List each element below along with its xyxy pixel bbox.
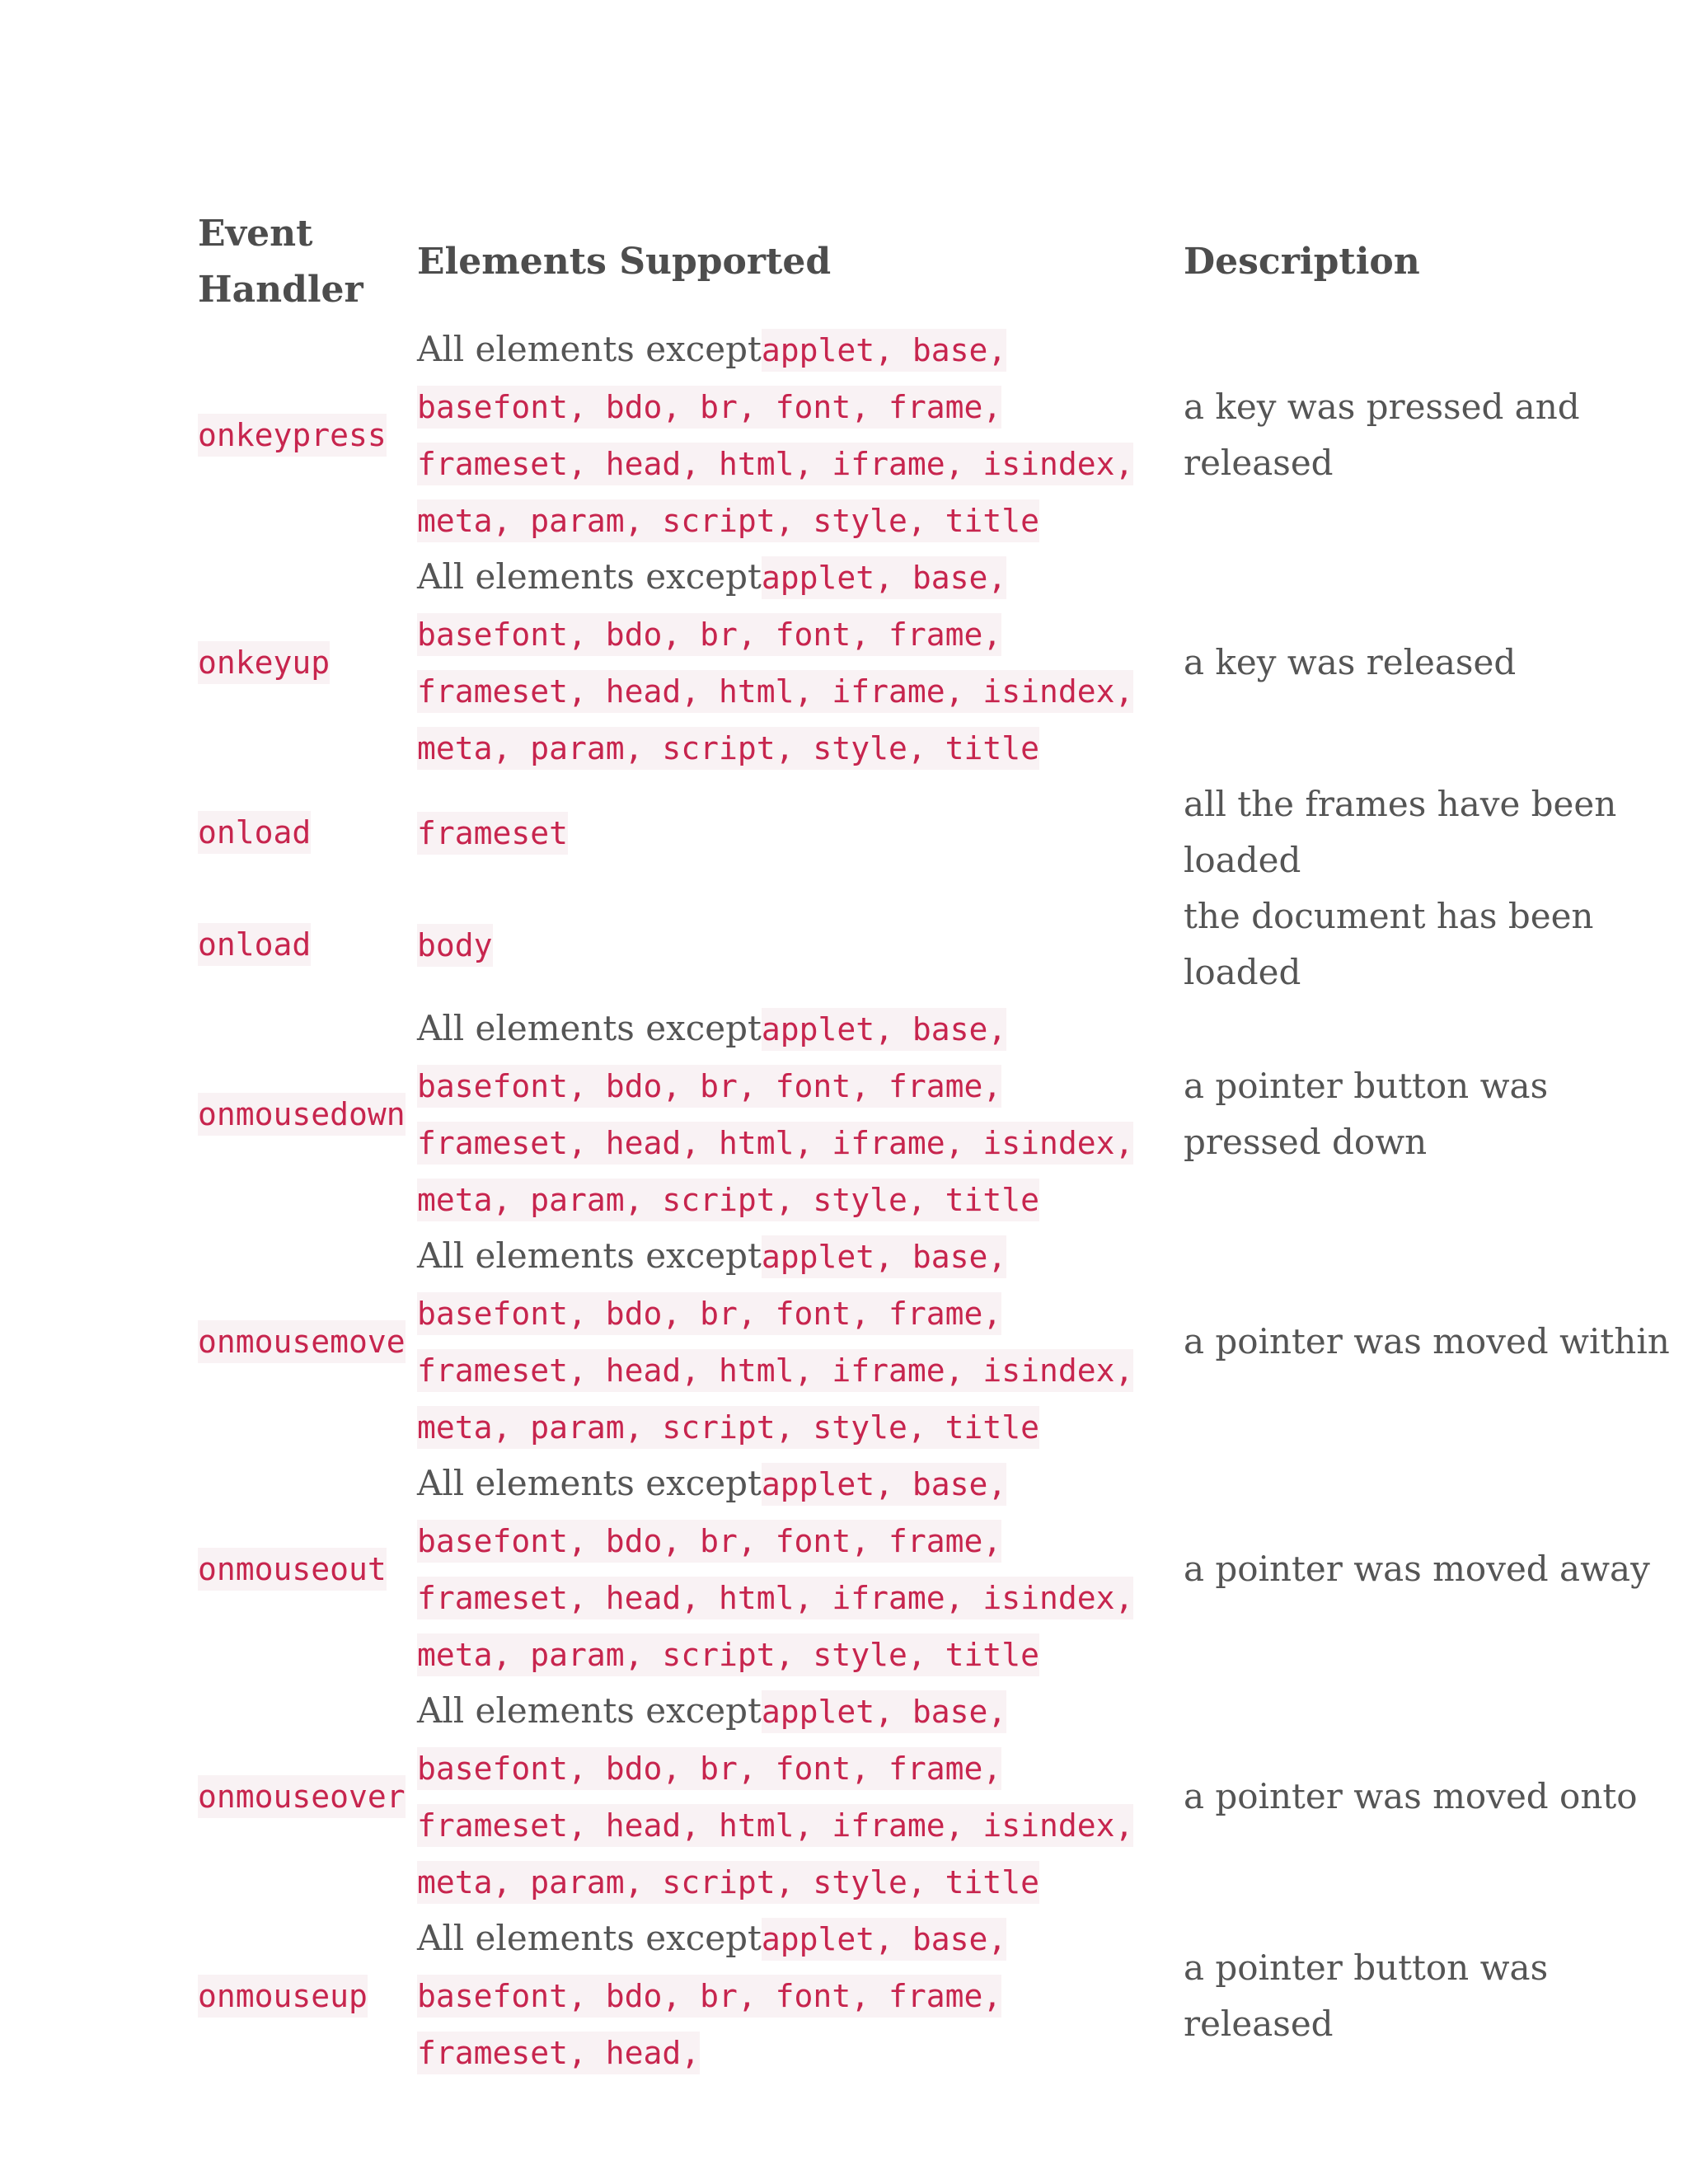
elements-code: applet, base, basefont, bdo, br, font, frame, frameset, head, html, iframe, isindex, meta, param, script, style, title <box>417 1008 1133 1221</box>
description-cell: a pointer was moved within <box>1184 1321 1670 1361</box>
header-event-handler: Event Handler <box>198 213 363 311</box>
table-header <box>198 206 1688 321</box>
table-row <box>198 549 1688 776</box>
handler-name: onmouseover <box>198 1775 406 1818</box>
elements-lead-text: All elements except <box>417 1463 762 1503</box>
elements-code: applet, base, basefont, bdo, br, font, frame, frameset, head, html, iframe, isindex, meta, param, script, style, title <box>417 1463 1133 1676</box>
handler-name: onkeypress <box>198 414 387 457</box>
description-cell: a pointer was moved away <box>1184 1549 1650 1589</box>
elements-cell <box>417 1228 1184 1455</box>
table-row <box>198 1455 1688 1683</box>
handler-cell <box>198 1324 417 1360</box>
elements-lead-text: All elements except <box>417 1235 762 1276</box>
elements-lead-text: All elements except <box>417 329 762 369</box>
table-row <box>198 776 1688 888</box>
elements-code: applet, base, basefont, bdo, br, font, frame, frameset, head, html, iframe, isindex, meta, param, script, style, title <box>417 329 1133 542</box>
handler-cell <box>198 1551 417 1587</box>
description-cell: a pointer was moved onto <box>1184 1776 1638 1816</box>
event-handler-table <box>198 206 1688 2081</box>
elements-code: applet, base, basefont, bdo, br, font, frame, frameset, head, html, iframe, isindex, meta, param, script, style, title <box>417 1235 1133 1449</box>
table-row <box>198 1683 1688 1910</box>
elements-lead-text: All elements except <box>417 1008 762 1048</box>
description-cell: a pointer button was pressed down <box>1184 1066 1549 1162</box>
description-cell: a key was released <box>1184 642 1517 682</box>
handler-name: onload <box>198 811 311 854</box>
elements-cell <box>417 1001 1184 1228</box>
table-row <box>198 888 1688 1001</box>
description-cell: a key was pressed and released <box>1184 387 1580 483</box>
handler-name: onkeyup <box>198 641 330 684</box>
table-body <box>198 321 1688 2081</box>
elements-cell <box>417 1910 1184 2081</box>
handler-cell <box>198 1779 417 1815</box>
description-cell: all the frames have been loaded <box>1184 784 1617 880</box>
elements-cell <box>417 321 1184 549</box>
elements-code: applet, base, basefont, bdo, br, font, frame, frameset, head, html, iframe, isindex, meta, param, script, style, title <box>417 1690 1133 1904</box>
handler-name: onmouseup <box>198 1975 368 2018</box>
elements-code: body <box>417 924 493 967</box>
handler-name: onmousemove <box>198 1320 406 1363</box>
handler-cell <box>198 1096 417 1132</box>
handler-cell <box>198 644 417 681</box>
description-cell: the document has been loaded <box>1184 896 1594 992</box>
handler-cell <box>198 814 417 851</box>
elements-lead-text: All elements except <box>417 1918 762 1958</box>
elements-code: applet, base, basefont, bdo, br, font, frame, frameset, head, html, iframe, isindex, meta, param, script, style, title <box>417 556 1133 770</box>
table-row <box>198 1228 1688 1455</box>
elements-code: applet, base, basefont, bdo, br, font, frame, frameset, head, <box>417 1918 1006 2074</box>
table-row <box>198 1910 1688 2081</box>
elements-lead-text: All elements except <box>417 556 762 597</box>
header-description: Description <box>1184 241 1420 283</box>
description-cell: a pointer button was released <box>1184 1947 1549 2044</box>
header-elements-supported: Elements Supported <box>417 241 832 283</box>
handler-name: onload <box>198 923 311 966</box>
elements-cell <box>417 1455 1184 1683</box>
elements-cell <box>417 916 1184 973</box>
elements-cell <box>417 804 1184 861</box>
table-row <box>198 1001 1688 1228</box>
handler-name: onmousedown <box>198 1093 406 1136</box>
handler-cell <box>198 417 417 453</box>
elements-cell <box>417 1683 1184 1910</box>
elements-cell <box>417 549 1184 776</box>
handler-name: onmouseout <box>198 1548 387 1591</box>
handler-cell <box>198 1978 417 2014</box>
table-row <box>198 321 1688 549</box>
elements-code: frameset <box>417 812 568 855</box>
elements-lead-text: All elements except <box>417 1690 762 1731</box>
handler-cell <box>198 926 417 963</box>
